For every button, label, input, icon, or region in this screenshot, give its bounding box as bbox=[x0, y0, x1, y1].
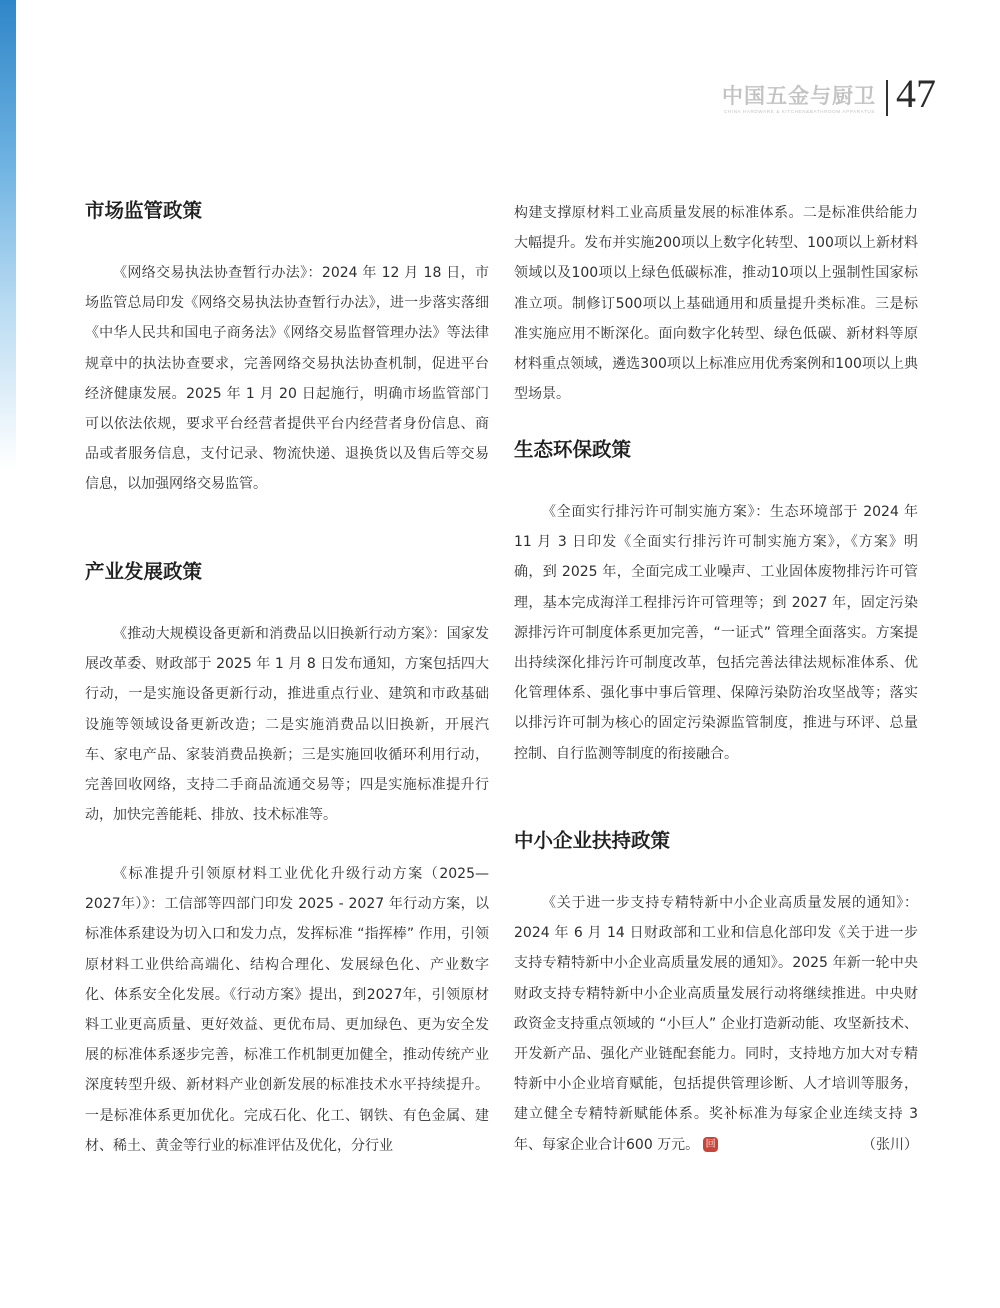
header-divider bbox=[886, 80, 888, 116]
magazine-logo-subtitle: CHINA HARDWARE & KITCHEN&BATHROOM APPARATUS bbox=[724, 109, 875, 114]
magazine-logo: 中国五金与厨卫 bbox=[722, 84, 876, 108]
page-header bbox=[718, 71, 958, 122]
side-color-stripe bbox=[0, 0, 16, 470]
section-heading-sme: 中小企业扶持政策 bbox=[514, 829, 671, 852]
section-heading-market: 市场监管政策 bbox=[85, 199, 203, 222]
sme-paragraph-text: 《关于进一步支持专精特新中小企业高质量发展的通知》：2024 年 6 月 14 日财政部和工业和信息化部印发《关于进一步支持专精特新中小企业高质量发展的通知》。2025 年新一轮中央财政支持专精特新中小企业高质量发展行动将继续推进。中央财政资金支持重点领域的 “小巨人” 企业打造新动能、攻坚新技术、开发新产品、强化产业链配套能力。同时，支持地方加大对专精特新中小企业培育赋能，包括提供管理诊断、人才培训等服务，建立健全专精特新赋能体系。奖补标准为每家企业连续支持 3 年、每家企业合计600 万元。 bbox=[514, 895, 918, 1153]
industry-paragraph-2: 《标准提升引领原材料工业优化升级行动方案（2025—2027年）》：工信部等四部门印发 2025 - 2027 年行动方案，以标准体系建设为切入口和发力点，发挥标准 “指挥棒” 作用，引领原材料工业供给高端化、结构合理化、发展绿色化、产业数字化、体系安全化发展。《行动方案》提出，到2027年，引领原材料工业更高质量、更好效益、更优布局、更加绿色、更为安全发展的标准体系逐步完善，标准工作机制更加健全，推动传统产业深度转型升级、新材料产业创新发展的标准技术水平持续提升。一是标准体系更加优化。完成石化、化工、钢铁、有色金属、建材、稀土、黄金等行业的标准评估及优化，分行业 bbox=[85, 866, 489, 1154]
industry-paragraph-1: 《推动大规模设备更新和消费品以旧换新行动方案》：国家发展改革委、财政部于 2025 年 1 月 8 日发布通知，方案包括四大行动，一是实施设备更新行动，推进重点行业、建筑和市政基础设施等领域设备更新改造；二是实施消费品以旧换新，开展汽车、家电产品、家装消费品换新；三是实施回收循环利用行动，完善回收网络，支持二手商品流通交易等；四是实施标准提升行动，加快完善能耗、排放、技术标准等。 bbox=[85, 626, 489, 824]
industry-paragraph-continued: 构建支撑原材料工业高质量发展的标准体系。二是标准供给能力大幅提升。发布并实施200项以上数字化转型、100项以上新材料领域以及100项以上绿色低碳标准，推动10项以上强制性国家标准立项。制修订500项以上基础通用和质量提升类标准。三是标准实施应用不断深化。面向数字化转型、绿色低碳、新材料等原材料重点领域，遴选300项以上标准应用优秀案例和100项以上典型场景。 bbox=[514, 205, 918, 403]
article-end-icon: 回 bbox=[703, 1137, 718, 1152]
page-number: 47 bbox=[896, 71, 936, 116]
section-heading-industry: 产业发展政策 bbox=[85, 560, 203, 583]
sme-paragraph bbox=[514, 888, 918, 1160]
market-paragraph: 《网络交易执法协查暂行办法》：2024 年 12 月 18 日，市场监管总局印发《网络交易执法协查暂行办法》，进一步落实落细《中华人民共和国电子商务法》《网络交易监督管理办法》等法律规章中的执法协查要求，完善网络交易执法协查机制，促进平台经济健康发展。2025 年 1 月 20 日起施行，明确市场监管部门可以依法依规，要求平台经营者提供平台内经营者身份信息、商品或者服务信息，支付记录、物流快递、退换货以及售后等交易信息，以加强网络交易监管。 bbox=[85, 265, 489, 493]
author-credit: （张川） bbox=[862, 1136, 918, 1153]
section-heading-eco: 生态环保政策 bbox=[514, 438, 632, 461]
eco-paragraph: 《全面实行排污许可制实施方案》：生态环境部于 2024 年 11 月 3 日印发《全面实行排污许可制实施方案》，《方案》明确，到 2025 年，全面完成工业噪声、工业固体废物排污许可管理，基本完成海洋工程排污许可管理等；到 2027 年，固定污染源排污许可制度体系更加完善，“一证式” 管理全面落实。方案提出持续深化排污许可制度改革，包括完善法律法规标准体系、优化管理体系、强化事中事后管理、保障污染防治攻坚战等；落实以排污许可制为核心的固定污染源监管制度，推进与环评、总量控制、自行监测等制度的衔接融合。 bbox=[514, 504, 918, 762]
